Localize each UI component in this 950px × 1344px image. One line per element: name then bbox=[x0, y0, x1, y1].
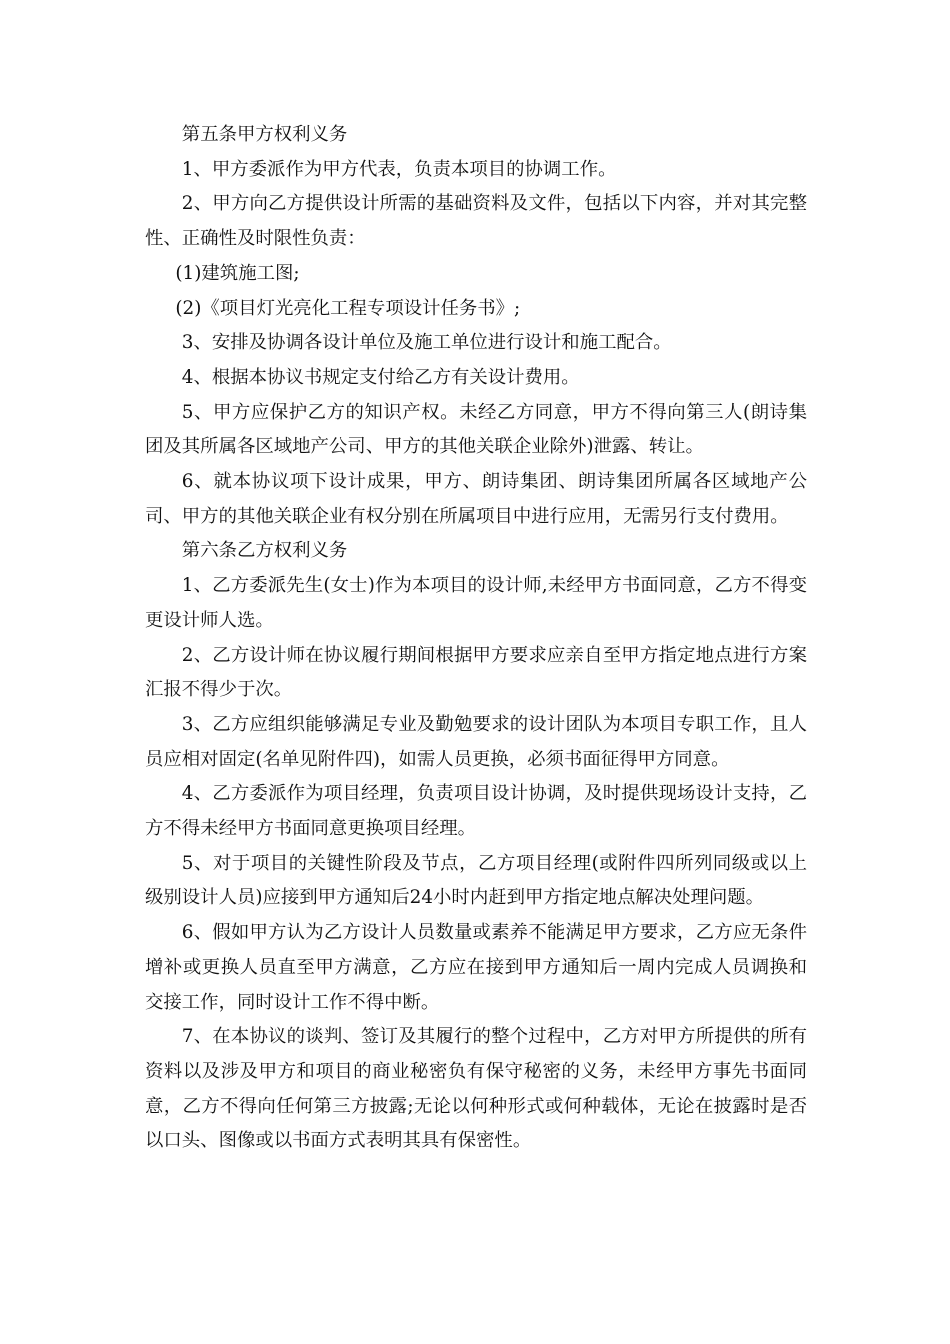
paragraph: 5、对于项目的关键性阶段及节点，乙方项目经理(或附件四所列同级或以上级别设计人员)应接到甲方通知后24小时内赶到甲方指定地点解决处理问题。 bbox=[145, 852, 807, 909]
paragraph: 7、在本协议的谈判、签订及其履行的整个过程中，乙方对甲方所提供的所有资料以及涉及甲方和项目的商业秘密负有保守秘密的义务，未经甲方事先书面同意，乙方不得向任何第三方披露;无论以何种形式或何种载体，无论在披露时是否以口头、图像或以书面方式表明其具有保密性。 bbox=[145, 1026, 807, 1152]
paragraph: 2、甲方向乙方提供设计所需的基础资料及文件，包括以下内容，并对其完整性、正确性及时限性负责： bbox=[145, 193, 807, 250]
paragraph: 4、根据本协议书规定支付给乙方有关设计费用。 bbox=[181, 366, 580, 388]
paragraph: 3、乙方应组织能够满足专业及勤勉要求的设计团队为本项目专职工作，且人员应相对固定(名单见附件四)，如需人员更换，必须书面征得甲方同意。 bbox=[145, 713, 807, 770]
document-body bbox=[145, 118, 807, 1159]
paragraph: 6、就本协议项下设计成果，甲方、朗诗集团、朗诗集团所属各区域地产公司、甲方的其他关联企业有权分别在所属项目中进行应用，无需另行支付费用。 bbox=[145, 471, 807, 527]
section-heading-article-5: 第五条甲方权利义务 bbox=[181, 124, 348, 145]
list-item: (2)《项目灯光亮化工程专项设计任务书》; bbox=[175, 297, 521, 319]
paragraph: 1、甲方委派作为甲方代表，负责本项目的协调工作。 bbox=[181, 158, 617, 180]
paragraph: 3、安排及协调各设计单位及施工单位进行设计和施工配合。 bbox=[181, 332, 672, 354]
paragraph: 5、甲方应保护乙方的知识产权。未经乙方同意，甲方不得向第三人(朗诗集团及其所属各区域地产公司、甲方的其他关联企业除外)泄露、转让。 bbox=[145, 401, 807, 458]
paragraph: 1、乙方委派先生(女士)作为本项目的设计师,未经甲方书面同意，乙方不得变更设计师人选。 bbox=[145, 575, 807, 631]
section-heading-article-6: 第六条乙方权利义务 bbox=[181, 540, 348, 562]
paragraph: 4、乙方委派作为项目经理，负责项目设计协调，及时提供现场设计支持，乙方不得未经甲方书面同意更换项目经理。 bbox=[145, 783, 807, 840]
paragraph: 6、假如甲方认为乙方设计人员数量或素养不能满足甲方要求，乙方应无条件增补或更换人员直至甲方满意，乙方应在接到甲方通知后一周内完成人员调换和交接工作，同时设计工作不得中断。 bbox=[145, 922, 807, 1013]
paragraph: 2、乙方设计师在协议履行期间根据甲方要求应亲自至甲方指定地点进行方案汇报不得少于次。 bbox=[145, 644, 807, 701]
list-item: (1)建筑施工图; bbox=[175, 262, 300, 284]
